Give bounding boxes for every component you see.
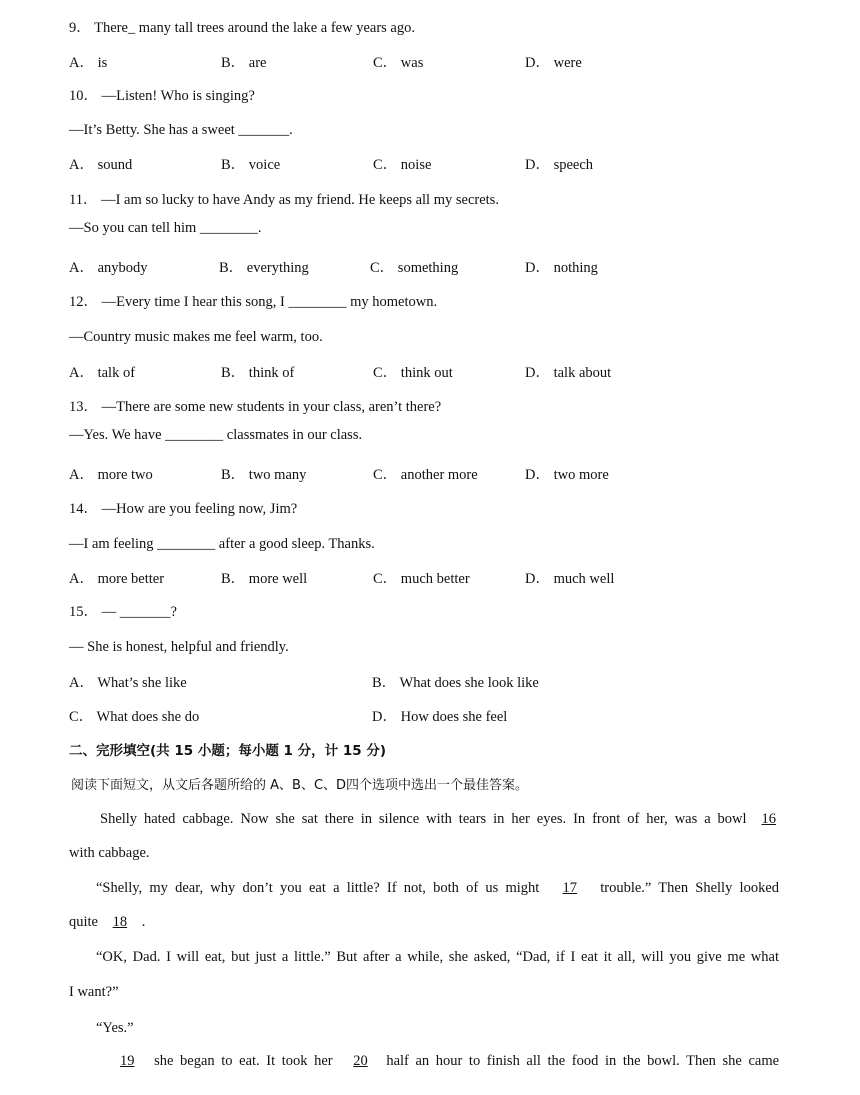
- section-heading: 二、完形填空(共 15 小题；每小题 1 分，计 15 分): [69, 743, 387, 759]
- option-b: B． are: [221, 55, 267, 71]
- blank-17: 17: [562, 880, 578, 896]
- question-number: 12．: [69, 294, 98, 310]
- question-stem: — _______?: [101, 604, 177, 620]
- option-c: C． something: [370, 260, 459, 276]
- blank-19: 19: [120, 1053, 135, 1069]
- passage-line: “Yes.”: [96, 1020, 134, 1036]
- option-b: B． two many: [221, 467, 307, 483]
- option-b: B． everything: [219, 260, 309, 276]
- option-d: D． speech: [525, 157, 594, 173]
- question-10: [69, 87, 255, 105]
- option-c: C． much better: [373, 571, 470, 587]
- option-a: A． talk of: [69, 365, 136, 381]
- option-d: D． talk about: [525, 365, 612, 381]
- passage-line: “Shelly, my dear, why don’t you eat a little? If not, both of us might 17 trouble.” Then Shelly looked: [96, 880, 780, 896]
- question-number: 9．: [69, 20, 91, 36]
- question-12: [69, 293, 437, 311]
- passage-line: I want?”: [69, 984, 119, 1000]
- question-dialogue-line: — She is honest, helpful and friendly.: [69, 639, 289, 655]
- option-d: D． How does she feel: [372, 709, 508, 725]
- question-14: [69, 500, 297, 518]
- option-a: A． is: [69, 55, 108, 71]
- passage-line: “OK, Dad. I will eat, but just a little.” But after a while, she asked, “Dad, if I eat it all, will you give me what: [96, 949, 779, 965]
- option-b: B． voice: [221, 157, 281, 173]
- option-d: D． much well: [525, 571, 615, 587]
- option-b: B． What does she look like: [372, 675, 539, 691]
- section-instruction: 阅读下面短文，从文后各题所给的 A、B、C、D四个选项中选出一个最佳答案。: [71, 778, 529, 793]
- option-d: D． two more: [525, 467, 609, 483]
- passage-line: with cabbage.: [69, 845, 150, 861]
- blank-16: 16: [761, 811, 776, 827]
- option-c: C． noise: [373, 157, 432, 173]
- passage-line: 19 she began to eat. It took her 20 half an hour to finish all the food in the bowl. Then she came: [69, 1052, 779, 1070]
- question-stem: —I am so lucky to have Andy as my friend. He keeps all my secrets.: [101, 192, 499, 208]
- question-stem: There_ many tall trees around the lake a few years ago.: [94, 20, 415, 36]
- question-dialogue-line: —Yes. We have ________ classmates in our class.: [69, 427, 363, 443]
- option-d: D． nothing: [525, 260, 598, 276]
- question-dialogue-line: —It’s Betty. She has a sweet _______.: [69, 122, 293, 138]
- question-stem: —Every time I hear this song, I ________ my hometown.: [101, 294, 438, 310]
- question-dialogue-line: —So you can tell him ________.: [69, 220, 262, 236]
- question-number: 13．: [69, 399, 98, 415]
- question-9: [69, 19, 415, 37]
- option-a: A． more two: [69, 467, 153, 483]
- question-stem: —There are some new students in your class, aren’t there?: [101, 399, 442, 415]
- question-stem: —Listen! Who is singing?: [101, 88, 255, 104]
- question-11: [69, 191, 499, 209]
- option-a: A． What’s she like: [69, 675, 187, 691]
- question-13: [69, 398, 441, 416]
- option-a: A． anybody: [69, 260, 148, 276]
- option-b: B． more well: [221, 571, 308, 587]
- passage-line: quite 18 .: [69, 914, 146, 930]
- question-15: [69, 603, 177, 621]
- blank-20: 20: [353, 1053, 368, 1069]
- question-dialogue-line: —Country music makes me feel warm, too.: [69, 329, 323, 345]
- option-c: C． think out: [373, 365, 453, 381]
- option-a: A． more better: [69, 571, 165, 587]
- option-c: C． another more: [373, 467, 478, 483]
- question-number: 11．: [69, 192, 98, 208]
- option-a: A． sound: [69, 157, 133, 173]
- option-d: D． were: [525, 55, 582, 71]
- question-number: 15．: [69, 604, 98, 620]
- blank-18: 18: [112, 914, 128, 930]
- passage-line: Shelly hated cabbage. Now she sat there in silence with tears in her eyes. In front of her, was a bowl 16: [69, 810, 779, 828]
- option-c: C． was: [373, 55, 424, 71]
- question-dialogue-line: —I am feeling ________ after a good sleep. Thanks.: [69, 536, 375, 552]
- question-stem: —How are you feeling now, Jim?: [101, 501, 298, 517]
- question-number: 14．: [69, 501, 98, 517]
- option-b: B． think of: [221, 365, 295, 381]
- option-c: C． What does she do: [69, 709, 200, 725]
- question-number: 10．: [69, 88, 98, 104]
